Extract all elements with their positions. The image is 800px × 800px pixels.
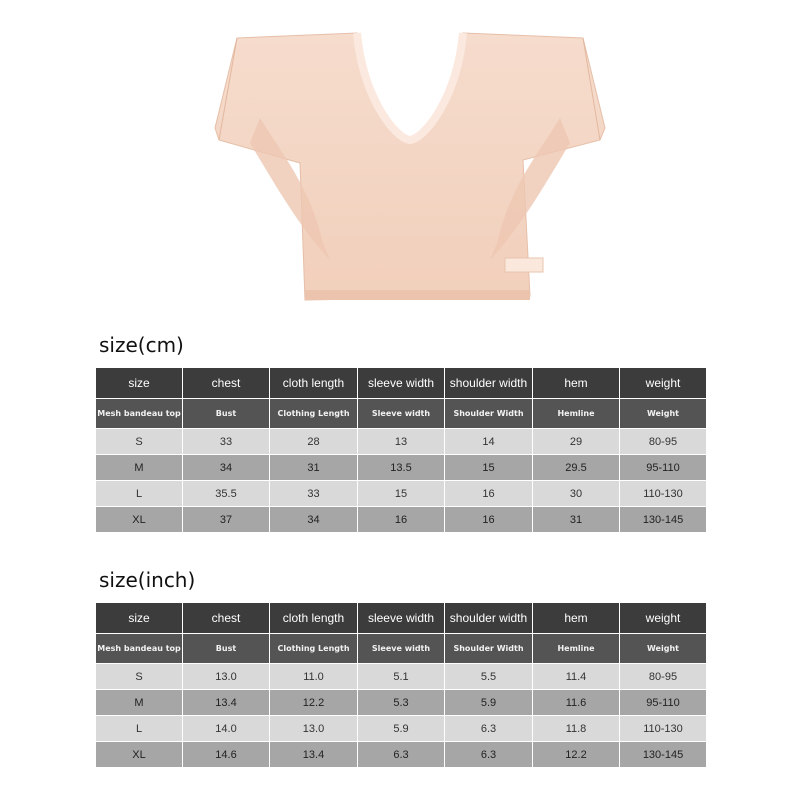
table-row-cell: 11.4: [533, 664, 620, 690]
table-row-cell: 35.5: [183, 481, 270, 507]
table-row-cell: 13.4: [270, 742, 358, 768]
table-row: [96, 507, 707, 533]
table-row-cell: 13.4: [183, 690, 270, 716]
table-subheader-row-cell: Bust: [183, 399, 270, 429]
table-row-cell: 110-130: [620, 481, 707, 507]
table-row-cell: 5.9: [445, 690, 533, 716]
table-header-row-cell: weight: [620, 603, 707, 634]
table-row-cell: 5.9: [358, 716, 445, 742]
table-subheader-row: [96, 399, 707, 429]
table-row-cell: 14.0: [183, 716, 270, 742]
table-row-cell: 6.3: [445, 716, 533, 742]
table-row-cell: L: [96, 716, 183, 742]
table-row-cell: 15: [445, 455, 533, 481]
table-row: [96, 664, 707, 690]
table-header-row-cell: chest: [183, 603, 270, 634]
table-row-cell: 15: [358, 481, 445, 507]
table-row-cell: 16: [445, 481, 533, 507]
table-subheader-row: [96, 634, 707, 664]
table-header-row-cell: hem: [533, 603, 620, 634]
table-row-cell: 110-130: [620, 716, 707, 742]
table-row-cell: 12.2: [270, 690, 358, 716]
table-row-cell: 5.5: [445, 664, 533, 690]
table-row: [96, 716, 707, 742]
table-row-cell: 31: [270, 455, 358, 481]
table-header-row-cell: cloth length: [270, 603, 358, 634]
table-subheader-row-cell: Clothing Length: [270, 634, 358, 664]
table-subheader-row-cell: Sleeve width: [358, 634, 445, 664]
table-row-cell: L: [96, 481, 183, 507]
table-row-cell: 13.0: [270, 716, 358, 742]
table-row-cell: S: [96, 664, 183, 690]
table-row-cell: 6.3: [445, 742, 533, 768]
table-row-cell: 80-95: [620, 664, 707, 690]
table-row-cell: 14.6: [183, 742, 270, 768]
table-subheader-row-cell: Mesh bandeau top: [96, 399, 183, 429]
table-row: [96, 690, 707, 716]
table-row-cell: 95-110: [620, 455, 707, 481]
table-subheader-row-cell: Shoulder Width: [445, 399, 533, 429]
table-row-cell: 6.3: [358, 742, 445, 768]
table-row: [96, 742, 707, 768]
table-row-cell: 130-145: [620, 507, 707, 533]
velcro-patch: [505, 258, 543, 272]
table-header-row-cell: hem: [533, 368, 620, 399]
table-header-row-cell: sleeve width: [358, 603, 445, 634]
table-row-cell: 5.1: [358, 664, 445, 690]
table-row-cell: M: [96, 690, 183, 716]
mesh-bandeau-top-image: [205, 28, 615, 310]
table-row-cell: 37: [183, 507, 270, 533]
table-subheader-row-cell: Weight: [620, 399, 707, 429]
table-subheader-row-cell: Hemline: [533, 399, 620, 429]
table-header-row-cell: cloth length: [270, 368, 358, 399]
hem-band: [305, 290, 530, 300]
table-header-row-cell: sleeve width: [358, 368, 445, 399]
table-row-cell: 29: [533, 429, 620, 455]
table-row-cell: 13: [358, 429, 445, 455]
table-row-cell: 11.6: [533, 690, 620, 716]
table-row-cell: 80-95: [620, 429, 707, 455]
table-subheader-row-cell: Hemline: [533, 634, 620, 664]
size-table-inch-body: [96, 603, 707, 768]
table-subheader-row-cell: Bust: [183, 634, 270, 664]
table-row-cell: 13.5: [358, 455, 445, 481]
table-header-row-cell: size: [96, 603, 183, 634]
table-subheader-row-cell: Sleeve width: [358, 399, 445, 429]
table-header-row-cell: shoulder width: [445, 368, 533, 399]
table-row-cell: 11.0: [270, 664, 358, 690]
table-header-row: [96, 368, 707, 399]
table-header-row-cell: weight: [620, 368, 707, 399]
table-row-cell: M: [96, 455, 183, 481]
table-subheader-row-cell: Clothing Length: [270, 399, 358, 429]
table-row-cell: S: [96, 429, 183, 455]
table-subheader-row-cell: Weight: [620, 634, 707, 664]
table-header-row-cell: chest: [183, 368, 270, 399]
size-table-inch: [95, 602, 707, 768]
table-row: [96, 455, 707, 481]
table-row-cell: 13.0: [183, 664, 270, 690]
table-header-row-cell: shoulder width: [445, 603, 533, 634]
table-header-row-cell: size: [96, 368, 183, 399]
table-row-cell: 28: [270, 429, 358, 455]
table-row-cell: 31: [533, 507, 620, 533]
table-row-cell: 16: [358, 507, 445, 533]
size-table-cm: [95, 367, 707, 533]
table-row-cell: 29.5: [533, 455, 620, 481]
table-row-cell: 12.2: [533, 742, 620, 768]
size-cm-title: size(cm): [99, 333, 184, 357]
size-inch-title: size(inch): [99, 568, 196, 592]
table-row-cell: 16: [445, 507, 533, 533]
table-row-cell: 11.8: [533, 716, 620, 742]
table-row-cell: 33: [183, 429, 270, 455]
table-row-cell: 33: [270, 481, 358, 507]
size-table-cm-body: [96, 368, 707, 533]
table-row: [96, 481, 707, 507]
table-row-cell: 5.3: [358, 690, 445, 716]
table-row-cell: 34: [270, 507, 358, 533]
table-row-cell: XL: [96, 507, 183, 533]
table-subheader-row-cell: Mesh bandeau top: [96, 634, 183, 664]
table-row-cell: XL: [96, 742, 183, 768]
table-row-cell: 30: [533, 481, 620, 507]
table-row-cell: 14: [445, 429, 533, 455]
table-subheader-row-cell: Shoulder Width: [445, 634, 533, 664]
table-row-cell: 95-110: [620, 690, 707, 716]
table-row: [96, 429, 707, 455]
table-row-cell: 130-145: [620, 742, 707, 768]
table-row-cell: 34: [183, 455, 270, 481]
table-header-row: [96, 603, 707, 634]
